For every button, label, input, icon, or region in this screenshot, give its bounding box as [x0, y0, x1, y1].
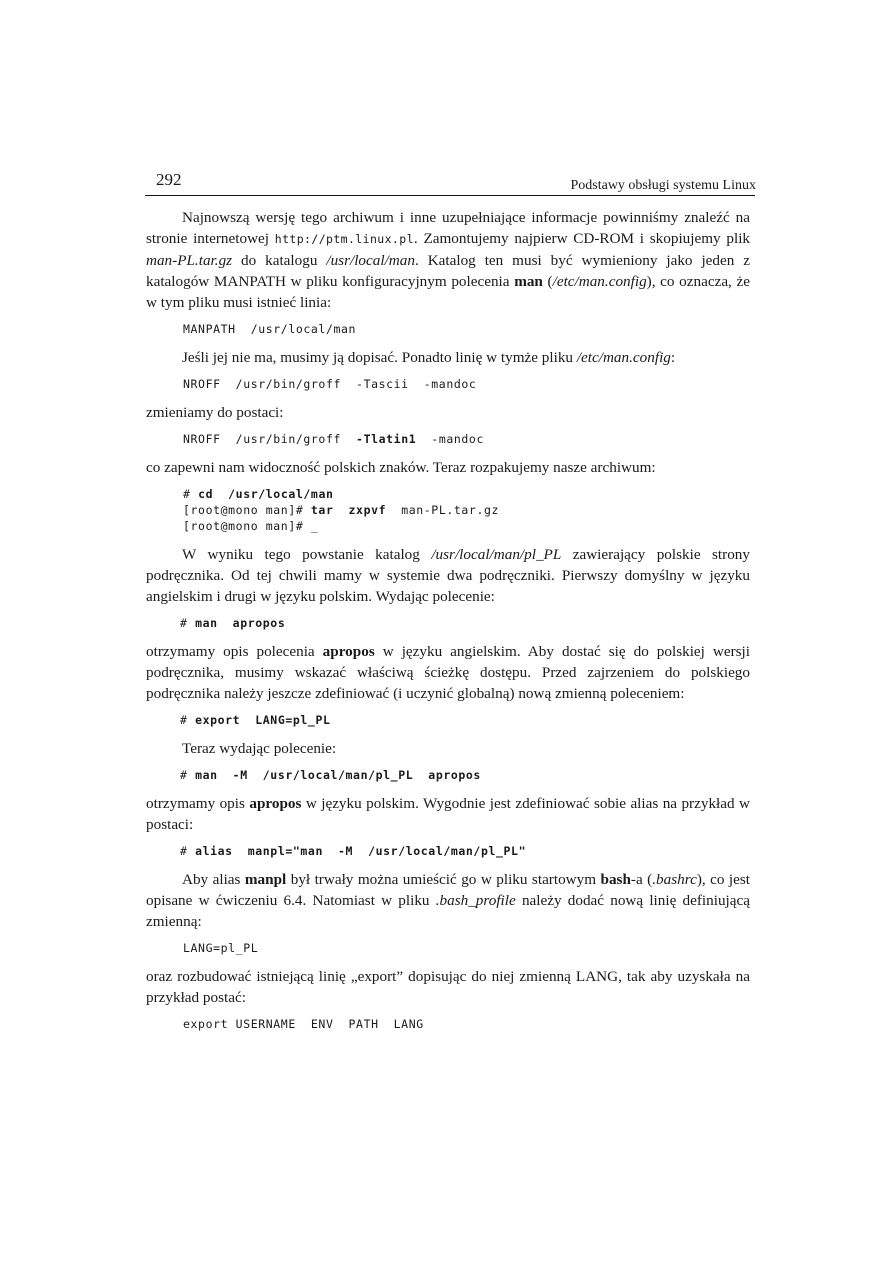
- command-name: apropos: [322, 643, 375, 660]
- code-unpack-line1: [146, 486, 750, 502]
- text: zawierający polskie strony podręcznika. Od tej chwili mamy w systemie dwa podręczniki. Pierwszy domyślny w języku angielskim i drugi w języku polskim. Wydając polecenie:: [146, 546, 750, 605]
- code-text: -mandoc: [416, 432, 484, 446]
- text: w języku angielskim. Aby dostać się do polskiej wersji podręcznika, musimy wskazać właściwą ścieżkę dostępu. Przed zajrzeniem do polskiego podręcznika należy jeszcze zdefiniować (i uczynić globalną) nową zmienną poleceniem:: [146, 643, 750, 702]
- file-name: man-PL.tar.gz: [146, 252, 233, 269]
- text: do katalogu: [232, 252, 327, 269]
- code-bold: export LANG=pl_PL: [195, 713, 331, 727]
- paragraph-apropos-pl: [146, 793, 750, 835]
- prompt: #: [180, 768, 196, 782]
- running-title: Podstawy obsługi systemu Linux: [570, 178, 756, 193]
- paragraph-result: [146, 544, 750, 607]
- paragraph-export-extend: oraz rozbudować istniejącą linię „export” dopisując do niej zmienną LANG, tak aby uzyskała na przykład postać:: [146, 968, 750, 1006]
- text: . Zamontujemy najpierw CD-ROM i skopiujemy plik: [413, 230, 751, 247]
- text: Aby alias: [182, 871, 245, 888]
- text: należy dodać nową linię definiującą zmienną:: [146, 892, 750, 930]
- config-path: /etc/man.config: [576, 349, 671, 366]
- code-unpack-line3: [root@mono man]# _: [183, 519, 319, 533]
- prompt: [root@mono man]#: [183, 503, 311, 517]
- header-rule: [145, 195, 755, 196]
- file-name: .bashrc: [652, 871, 697, 888]
- text: ), co oznacza, że w tym pliku musi istnieć linia:: [146, 273, 750, 311]
- prompt: #: [183, 487, 199, 501]
- code-man-m: [146, 767, 750, 783]
- code-bold: man -M /usr/local/man/pl_PL apropos: [195, 768, 481, 782]
- code-bold: -Tlatin1: [356, 432, 417, 446]
- command-name: apropos: [249, 795, 302, 812]
- text: Najnowszą wersję tego archiwum i inne uzupełniające informacje powinniśmy znaleźć na stronie internetowej: [146, 209, 750, 247]
- dir-path: /usr/local/man/pl_PL: [431, 546, 562, 563]
- code-bold: cd /usr/local/man: [198, 487, 334, 501]
- command-name: man: [514, 273, 543, 290]
- paragraph-alias-persist: [146, 869, 750, 932]
- text: . Katalog ten musi być wymieniony jako jeden z katalogów MANPATH w pliku konfiguracyjnym polecenia: [146, 252, 751, 290]
- shell-name: bash: [600, 871, 631, 888]
- code-bold: man apropos: [195, 616, 286, 630]
- code-man-apropos: [146, 615, 750, 631]
- config-path: /etc/man.config: [552, 273, 647, 290]
- code-unpack-line2: [146, 502, 750, 518]
- paragraph-intro: [146, 207, 750, 313]
- text: był trwały można umieścić go w pliku startowym: [286, 871, 601, 888]
- page-number: 292: [156, 170, 182, 189]
- paragraph-nroff: [146, 347, 750, 368]
- code-export-line: export USERNAME ENV PATH LANG: [183, 1017, 424, 1031]
- text: w języku polskim. Wygodnie jest zdefiniować sobie alias na przykład w postaci:: [146, 795, 750, 833]
- code-bold: alias manpl="man -M /usr/local/man/pl_PL": [195, 844, 527, 858]
- paragraph-change: zmieniamy do postaci:: [146, 404, 284, 421]
- url-link: http://ptm.linux.pl: [274, 232, 414, 246]
- text: -a (: [630, 871, 653, 888]
- text: otrzymamy opis polecenia: [146, 643, 323, 660]
- text: W wyniku tego powstanie katalog: [182, 546, 432, 563]
- file-name: .bash_profile: [435, 892, 516, 909]
- dir-path: /usr/local/man: [326, 252, 415, 269]
- code-lang-var: LANG=pl_PL: [183, 941, 259, 955]
- text: :: [670, 349, 676, 366]
- prompt: #: [180, 844, 196, 858]
- prompt: #: [180, 713, 196, 727]
- code-bold: tar zxpvf: [310, 503, 387, 517]
- code-manpath: MANPATH /usr/local/man: [183, 322, 357, 336]
- alias-name: manpl: [244, 871, 287, 888]
- text: (: [542, 273, 553, 290]
- code-export-lang: [146, 712, 750, 728]
- text: otrzymamy opis: [146, 795, 250, 812]
- paragraph-apropos-en: [146, 641, 750, 704]
- paragraph-unpack: co zapewni nam widoczność polskich znaków. Teraz rozpakujemy nasze archiwum:: [146, 459, 656, 476]
- code-nroff-new: [146, 431, 750, 447]
- code-alias: [146, 843, 750, 859]
- page-body: [146, 207, 750, 1032]
- code-nroff-old: NROFF /usr/bin/groff -Tascii -mandoc: [183, 377, 477, 391]
- text: Jeśli jej nie ma, musimy ją dopisać. Ponadto linię w tymże pliku: [182, 349, 577, 366]
- code-text: NROFF /usr/bin/groff: [183, 432, 357, 446]
- paragraph-now: Teraz wydając polecenie:: [182, 740, 337, 757]
- code-text: man-PL.tar.gz: [386, 503, 500, 517]
- text: ), co jest opisane w ćwiczeniu 6.4. Natomiast w pliku: [146, 871, 750, 909]
- prompt: #: [180, 616, 196, 630]
